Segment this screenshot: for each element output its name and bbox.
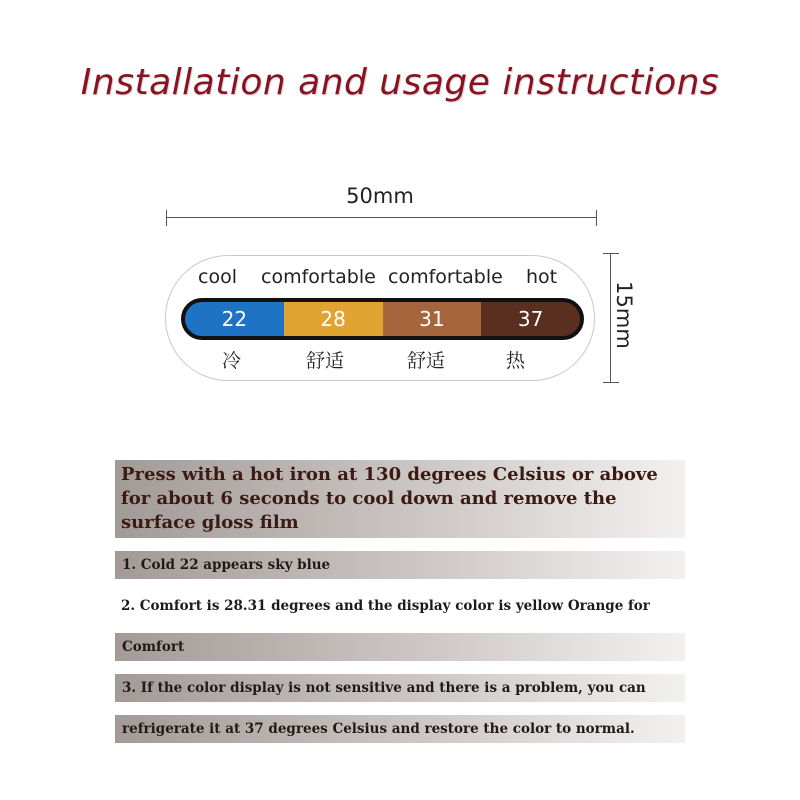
temperature-color-strip: [181, 298, 584, 340]
label-comfortable-2: comfortable: [388, 266, 503, 288]
segment-28: 28: [284, 302, 383, 336]
page-title: Installation and usage instructions: [80, 62, 720, 103]
main-instruction: Press with a hot iron at 130 degrees Celsius or above for about 6 seconds to cool down and remove the surface gloss film: [115, 460, 685, 538]
sticker-chinese-labels: [180, 346, 580, 372]
width-dimension-tick-left: [166, 210, 167, 226]
segment-37: 37: [481, 302, 580, 336]
height-dimension-line: [610, 253, 611, 383]
width-dimension-line: [167, 217, 597, 218]
cn-label-cold: 冷: [222, 350, 242, 372]
label-comfortable-1: comfortable: [261, 266, 376, 288]
height-dimension-tick-top: [603, 253, 619, 254]
instruction-2-line1: 2. Comfort is 28.31 degrees and the display color is yellow Orange for: [121, 598, 650, 614]
instruction-2-line2: Comfort: [115, 633, 685, 661]
label-hot: hot: [526, 266, 558, 288]
segment-22: 22: [185, 302, 284, 336]
sticker-top-labels: [180, 266, 580, 292]
segment-31: 31: [383, 302, 482, 336]
label-cool: cool: [198, 266, 237, 288]
instruction-3-line2: refrigerate it at 37 degrees Celsius and restore the color to normal.: [115, 715, 685, 743]
instruction-1: 1. Cold 22 appears sky blue: [115, 551, 685, 579]
height-dimension-label: 15mm: [612, 281, 636, 349]
cn-label-comfort-1: 舒适: [306, 350, 345, 372]
cn-label-comfort-2: 舒适: [407, 350, 446, 372]
width-dimension-label: 50mm: [346, 184, 414, 208]
instruction-3-line1: 3. If the color display is not sensitive and there is a problem, you can: [115, 674, 685, 702]
height-dimension-tick-bottom: [603, 382, 619, 383]
width-dimension-tick-right: [596, 210, 597, 226]
cn-label-hot: 热: [506, 350, 526, 372]
